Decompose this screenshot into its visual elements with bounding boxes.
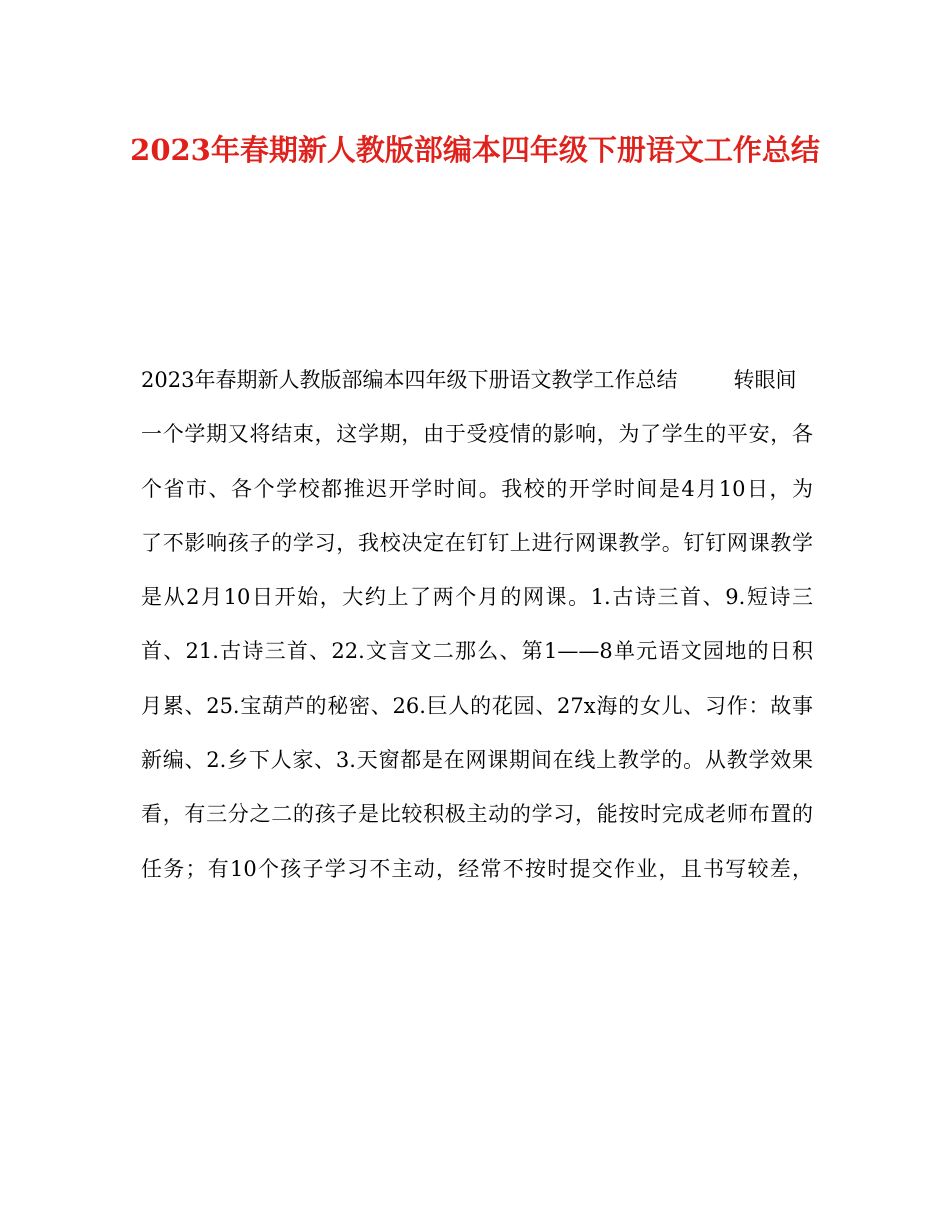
body-line: 了不影响孩子的学习，我校决定在钉钉上进行网课教学。钉钉网课教学 [141, 530, 813, 555]
body-line-1-tail: 转眼间 [733, 368, 797, 392]
document-title: 2023年春期新人教版部编本四年级下册语文工作总结 [130, 133, 820, 167]
document-body [141, 360, 813, 903]
body-line: 是从2月10日开始，大约上了两个月的网课。1.古诗三首、9.短诗三 [141, 585, 813, 610]
body-line: 任务；有10个孩子学习不主动，经常不按时提交作业，且书写较差， [141, 856, 813, 881]
body-line-1 [141, 360, 813, 414]
body-line: 一个学期又将结束，这学期，由于受疫情的影响，为了学生的平安，各 [141, 422, 813, 447]
body-heading-text: 2023年春期新人教版部编本四年级下册语文教学工作总结 [141, 368, 678, 392]
body-line: 个省市、各个学校都推迟开学时间。我校的开学时间是4月10日，为 [141, 476, 813, 501]
body-line: 新编、2.乡下人家、3.天窗都是在网课期间在线上教学的。从教学效果 [141, 748, 813, 773]
body-line: 看，有三分之二的孩子是比较积极主动的学习，能按时完成老师布置的 [141, 802, 813, 827]
body-line: 月累、25.宝葫芦的秘密、26.巨人的花园、27x海的女儿、习作：故事 [141, 693, 813, 718]
body-line: 首、21.古诗三首、22.文言文二那么、第1——8单元语文园地的日积 [141, 639, 813, 664]
